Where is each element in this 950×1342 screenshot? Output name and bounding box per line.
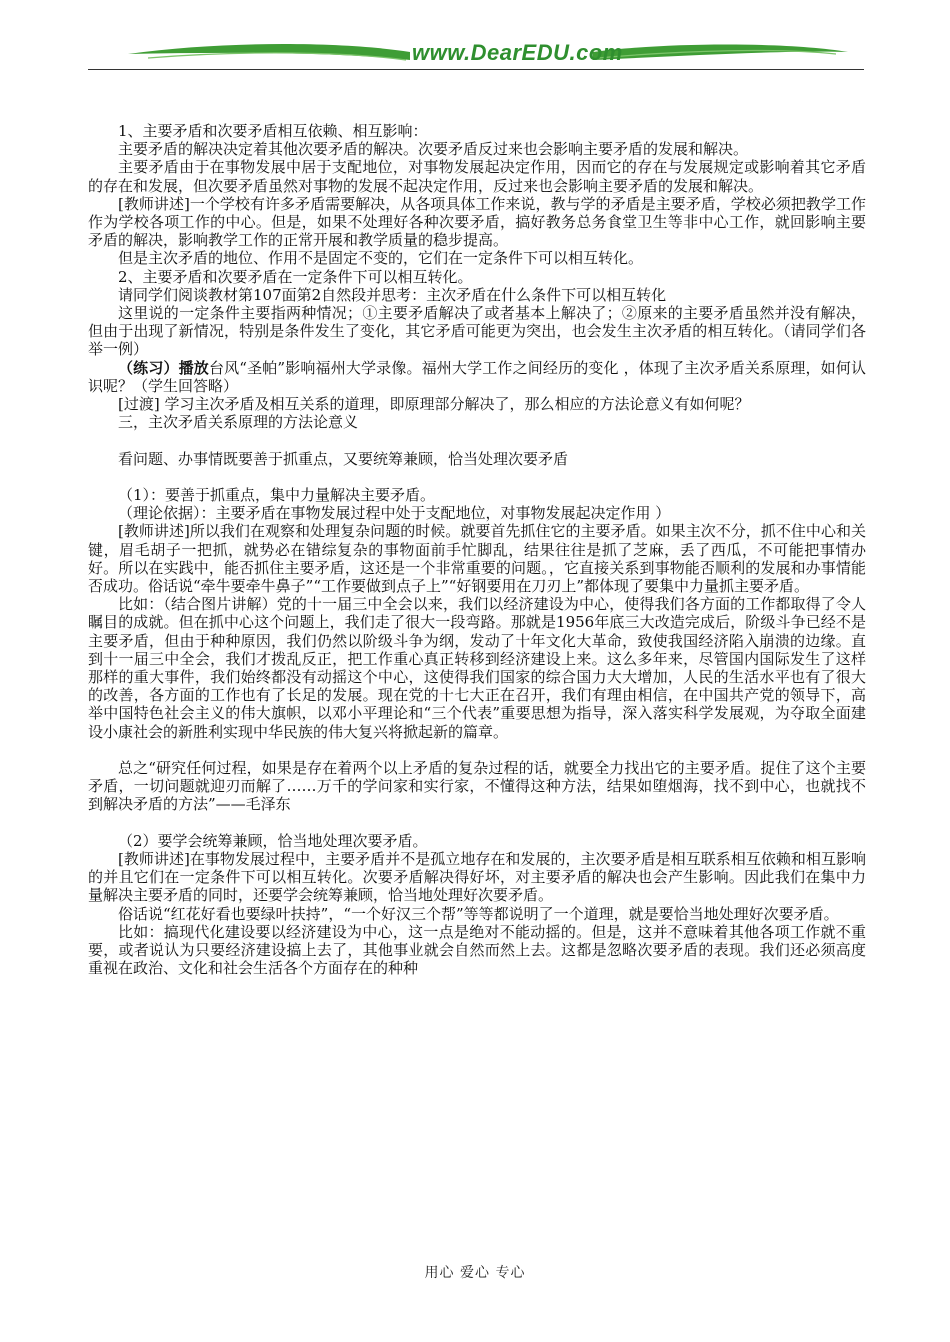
- site-logo-text[interactable]: www.DearEDU.com: [412, 40, 623, 65]
- paragraph: 这里说的一定条件主要指两种情况；①主要矛盾解决了或者基本上解决了；②原来的主要矛盾虽然并没有解决，但由于出现了新情况，特别是条件发生了变化，其它矛盾可能更为突出，也会发生主次矛盾的相互转化。（请同学们各举一例）: [88, 304, 866, 359]
- blank-line: [88, 431, 866, 449]
- paragraph: [88, 359, 866, 395]
- blank-line: [88, 741, 866, 759]
- blank-line: [88, 468, 866, 486]
- paragraph: （2）要学会统筹兼顾，恰当地处理次要矛盾。: [118, 831, 428, 850]
- paragraph: 俗话说“红花好看也要绿叶扶持”，“一个好汉三个帮”等等都说明了一个道理，就是要恰当地处理好次要矛盾。: [118, 904, 839, 923]
- paragraph: [过渡] 学习主次矛盾及相互关系的道理，即原理部分解决了，那么相应的方法论意义有如何呢？: [118, 395, 750, 414]
- paragraph: 总之“研究任何过程，如果是存在着两个以上矛盾的复杂过程的话，就要全力找出它的主要矛盾。捉住了这个主要矛盾，一切问题就迎刃而解了……万千的学问家和实行家，不懂得这种方法，结果如堕烟海，找不到中心，也就找不到解决矛盾的方法”——毛泽东: [88, 759, 866, 814]
- header-divider: [88, 69, 864, 70]
- paragraph: [教师讲述]所以我们在观察和处理复杂问题的时候。就要首先抓住它的主要矛盾。如果主次不分，抓不住中心和关键，眉毛胡子一把抓，就势必在错综复杂的事物面前手忙脚乱，结果往往是抓了芝麻，丢了西瓜，不可能把事情办好。所以在实践中，能否抓住主要矛盾，这还是一个非常重要的问题。，它直接关系到事物能否顺利的发展和办事情能否成功。俗话说“牵牛要牵牛鼻子”“工作要做到点子上”“好钢要用在刀刃上”都体现了要集中力量抓主要矛盾。: [88, 522, 866, 596]
- paragraph: （理论依据）：主要矛盾在事物发展过程中处于支配地位，对事物发展起决定作用 ）: [118, 504, 671, 523]
- paragraph: [教师讲述]在事物发展过程中，主要矛盾并不是孤立地存在和发展的，主次要矛盾是相互联系相互依赖和相互影响的并且它们在一定条件下可以相互转化。次要矛盾解决得好坏，对主要矛盾的解决也会产生影响。因此我们在集中力量解决主要矛盾的同时，还要学会统筹兼顾，恰当地处理好次要矛盾。: [88, 850, 866, 905]
- paragraph: 主要矛盾的解决决定着其他次要矛盾的解决。次要矛盾反过来也会影响主要矛盾的发展和解决。: [118, 140, 749, 159]
- paragraph: 请同学们阅谈教材第107面第2自然段并思考：主次矛盾在什么条件下可以相互转化: [118, 285, 667, 304]
- section-heading: 三，主次矛盾关系原理的方法论意义: [118, 413, 359, 432]
- paragraph: 但是主次矛盾的地位、作用不是固定不变的，它们在一定条件下可以相互转化。: [118, 249, 644, 268]
- paragraph: 比如：（结合图片讲解）党的十一届三中全会以来，我们以经济建设为中心，使得我们各方面的工作都取得了令人瞩目的成就。但在抓中心这个问题上，我们走了很大一段弯路。那就是1956年底三大改造完成后，阶级斗争已经不是主要矛盾，但由于种种原因，我们仍然以阶级斗争为纲，发动了十年文化大革命，致使我国经济陷入崩溃的边缘。直到十一届三中全会，我们才拨乱反正，把工作重心真正转移到经济建设上来。这么多年来，尽管国内国际发生了这样那样的重大事件，我们始终都没有动摇这个中心，这使得我们国家的综合国力大大增加，人民的生活水平也有了很大的改善，各方面的工作也有了长足的发展。现在党的十七大正在召开，我们有理由相信，在中国共产党的领导下，高举中国特色社会主义的伟大旗帜，以邓小平理论和“三个代表”重要思想为指导，深入落实科学发展观，为夺取全面建设小康社会的新胜利实现中华民族的伟大复兴将掀起新的篇章。: [88, 595, 866, 741]
- paragraph: 2、主要矛盾和次要矛盾在一定条件下可以相互转化。: [118, 267, 473, 286]
- paragraph: [教师讲述]一个学校有许多矛盾需要解决，从各项具体工作来说，教与学的矛盾是主要矛盾，学校必须把教学工作作为学校各项工作的中心。但是，如果不处理好各种次要矛盾，搞好教务总务食堂卫生等非中心工作，就回影响主要矛盾的解决，影响教学工作的正常开展和教学质量的稳步提高。: [88, 194, 866, 250]
- blank-line: [88, 814, 866, 832]
- paragraph: 看问题、办事情既要善于抓重点，又要统筹兼顾，恰当处理次要矛盾: [118, 449, 569, 468]
- paragraph: （1）：要善于抓重点，集中力量解决主要矛盾。: [118, 486, 436, 505]
- paragraph: 主要矛盾由于在事物发展中居于支配地位，对事物发展起决定作用，因而它的存在与发展规定或影响着其它矛盾的存在和发展，但次要矛盾虽然对事物的发展不起决定作用，反过来也会影响主要矛盾的发展和解决。: [88, 158, 866, 195]
- bold-lead-text: （练习）播放: [118, 358, 209, 377]
- paragraph-text: 台风“圣帕”影响福州大学录像。福州大学工作之间经历的变化 ，体现了主次矛盾关系原理，如何认识呢？（学生回答略）: [88, 358, 866, 395]
- paragraph: 比如：搞现代化建设要以经济建设为中心，这一点是绝对不能动摇的。但是，这并不意味着其他各项工作就不重要，或者说认为只要经济建设搞上去了，其他事业就会自然而然上去。这都是忽略次要矛盾的表现。我们还必须高度重视在政治、文化和社会生活各个方面存在的种种: [88, 922, 866, 978]
- page-footer: 用心 爱心 专心: [424, 1265, 526, 1281]
- paragraph: 1、主要矛盾和次要矛盾相互依赖、相互影响：: [118, 122, 428, 140]
- page-header: [88, 30, 864, 74]
- document-body: [88, 122, 866, 977]
